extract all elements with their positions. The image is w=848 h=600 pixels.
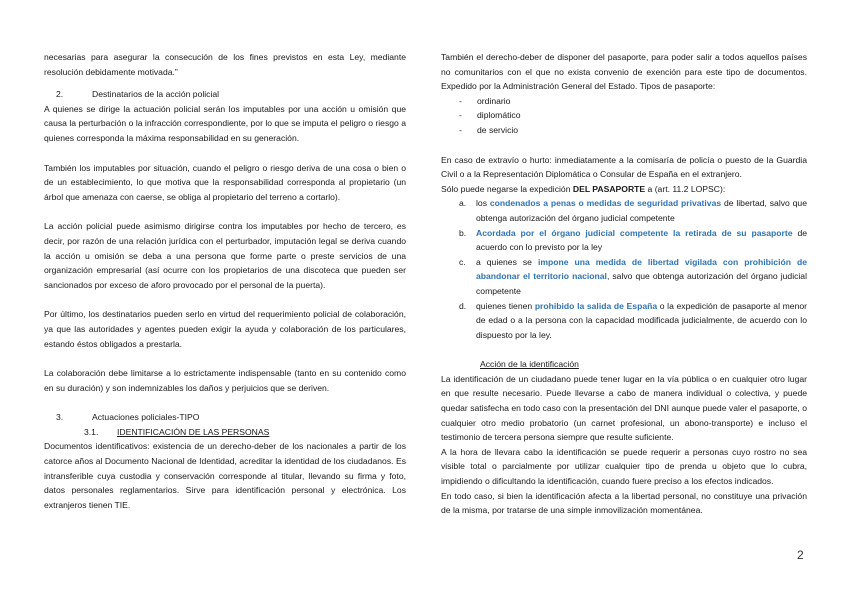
section-2-heading — [44, 87, 406, 102]
section-3-1-title: IDENTIFICACIÓN DE LAS PERSONAS — [117, 426, 270, 437]
paragraph: Documentos identificativos: existencia de un derecho-deber de los nacionales a partir de los catorce años al Documento Nacional de Identidad, acreditar la identidad de los ciudadanos. Es intransferible cuya custodia y conservación corresponde al titular, llevando su firma y foto, datos personales reglamentarios. Sirve para identificación personal y electrónica. Los extranjeros tienen TIE. — [44, 441, 406, 510]
section-3-title: Actuaciones policiales-TIPO — [92, 412, 200, 423]
list-item: b. Acordada por el órgano judicial competente la retirada de su pasaporte de acuerdo con lo previsto por la ley — [459, 227, 807, 253]
list-item: a. los condenados a penas o medidas de seguridad privativas de libertad, salvo que obtenga autorización del órgano judicial competente — [459, 198, 807, 223]
passport-types-list — [441, 94, 807, 138]
paragraph: Por último, los destinatarios pueden serlo en virtud del requerimiento policial de colaboración, ya que las autoridades y agentes pueden exigir la ayuda y colaboración de los particulares, estando éstos obligados a prestarla. — [44, 309, 406, 349]
list-item: c. a quienes se impone una medida de libertad vigilada con prohibición de abandonar el territorio nacional, salvo que obtenga autorización del órgano judicial competente — [459, 256, 807, 296]
list-item: - ordinario — [459, 95, 511, 106]
paragraph: También los imputables por situación, cuando el peligro o riesgo deriva de una cosa o bien o de un establecimiento, lo que motiva que la responsabilidad corresponda al propietario (un árbol que amenaza con caerse, se obliga al propietario del terreno a cortarlo). — [44, 162, 406, 202]
highlight-text: condenados a penas o medidas de seguridad privativas — [489, 198, 722, 209]
paragraph: También el derecho-deber de disponer del pasaporte, para poder salir a todos aquellos países no comunitarios con el que no exista convenio de exención para este tipo de documentos. Expedido por la Administración General del Estado. Tipos de pasaporte: — [441, 52, 807, 92]
paragraph: La colaboración debe limitarse a lo estrictamente indispensable (tanto en su contenido como en su duración) y son indemnizables los daños y perjuicios que se deriven. — [44, 368, 406, 393]
list-item: - diplomático — [459, 110, 521, 121]
section-3-number: 3. — [56, 412, 64, 423]
list-item: d. quienes tienen prohibido la salida de España o la expedición de pasaporte al menor de edad o a la persona con la capacidad modificada judicialmente, de acuerdo con lo dispuesto por la ley. — [459, 300, 807, 340]
section-3-heading — [44, 410, 406, 425]
paragraph: A la hora de llevara cabo la identificación se puede requerir a personas cuyo rostro no sea visible total o parcialmente por utilizar cualquier tipo de prenda u objeto que lo cubra, impidiendo o dificultando la identificación, cuando fuere preciso a los efectos indicados. — [441, 446, 807, 487]
right-column — [441, 50, 807, 518]
denial-reasons-list — [441, 196, 807, 342]
paragraph: La identificación de un ciudadano puede tener lugar en la vía pública o en cualquier otro lugar en que resulte necesario. Puede llevarse a cabo de manera individual o colectiva, y puede quedar satisfecha en todo caso con la presentación del DNI aunque puede valer el pasaporte, o cualquier otro medio probatorio (un carnet profesional, un abono-transporte) e incluso el testimonio de tercera persona siempre que resulte suficiente. — [441, 373, 807, 443]
section-2-title: Destinatarios de la acción policial — [92, 89, 220, 100]
paragraph: Sólo puede negarse la expedición DEL PASAPORTE a (art. 11.2 LOPSC): — [441, 183, 726, 194]
section-2-number: 2. — [56, 89, 64, 100]
intro-paragraph: necesarias para asegurar la consecución de los fines previstos en esta Ley, mediante resolución debidamente motivada.” — [44, 52, 406, 77]
section-3-1-number: 3.1. — [84, 426, 99, 437]
highlight-text: prohibido la salida de España — [534, 300, 658, 311]
section-3-1-heading — [44, 425, 406, 440]
page-number: 2 — [797, 548, 804, 562]
paragraph: En todo caso, si bien la identificación afecta a la libertad personal, no constituye una privación de la misma, por tratarse de una simple inmovilización momentánea. — [441, 490, 807, 516]
list-item: - de servicio — [459, 124, 519, 135]
highlight-text: impone una medida de libertad vigilada con prohibición de abandonar el territorio nacional — [476, 256, 807, 282]
paragraph: A quienes se dirige la actuación policial serán los imputables por una acción u omisión que causa la perturbación o la infracción correspondiente, por lo que se imputa el peligro o riesgo a quienes corresponda la máxima responsabilidad en su generación. — [44, 103, 406, 143]
paragraph: La acción policial puede asimismo dirigirse contra los imputables por hecho de tercero, es decir, por razón de una relación jurídica con el perturbador, imputación legal se deriva cuando la acción u omisión se deba a una persona que forme parte o preste servicios de una organización empresarial (así ocurre con los propietarios de una discoteca que pueden ser sancionados por exceso de aforo provocado por el personal de la puerta). — [44, 221, 406, 290]
paragraph: En caso de extravío o hurto: inmediatamente a la comisaría de policía o puesto de la Guardia Civil o a la Representación Diplomática o Consular de España en el extranjero. — [441, 154, 807, 180]
left-column — [44, 50, 406, 512]
identification-section-title: Acción de la identificación — [480, 359, 579, 370]
highlight-text: Acordada por el órgano judicial competente la retirada de su pasaporte — [476, 227, 793, 238]
